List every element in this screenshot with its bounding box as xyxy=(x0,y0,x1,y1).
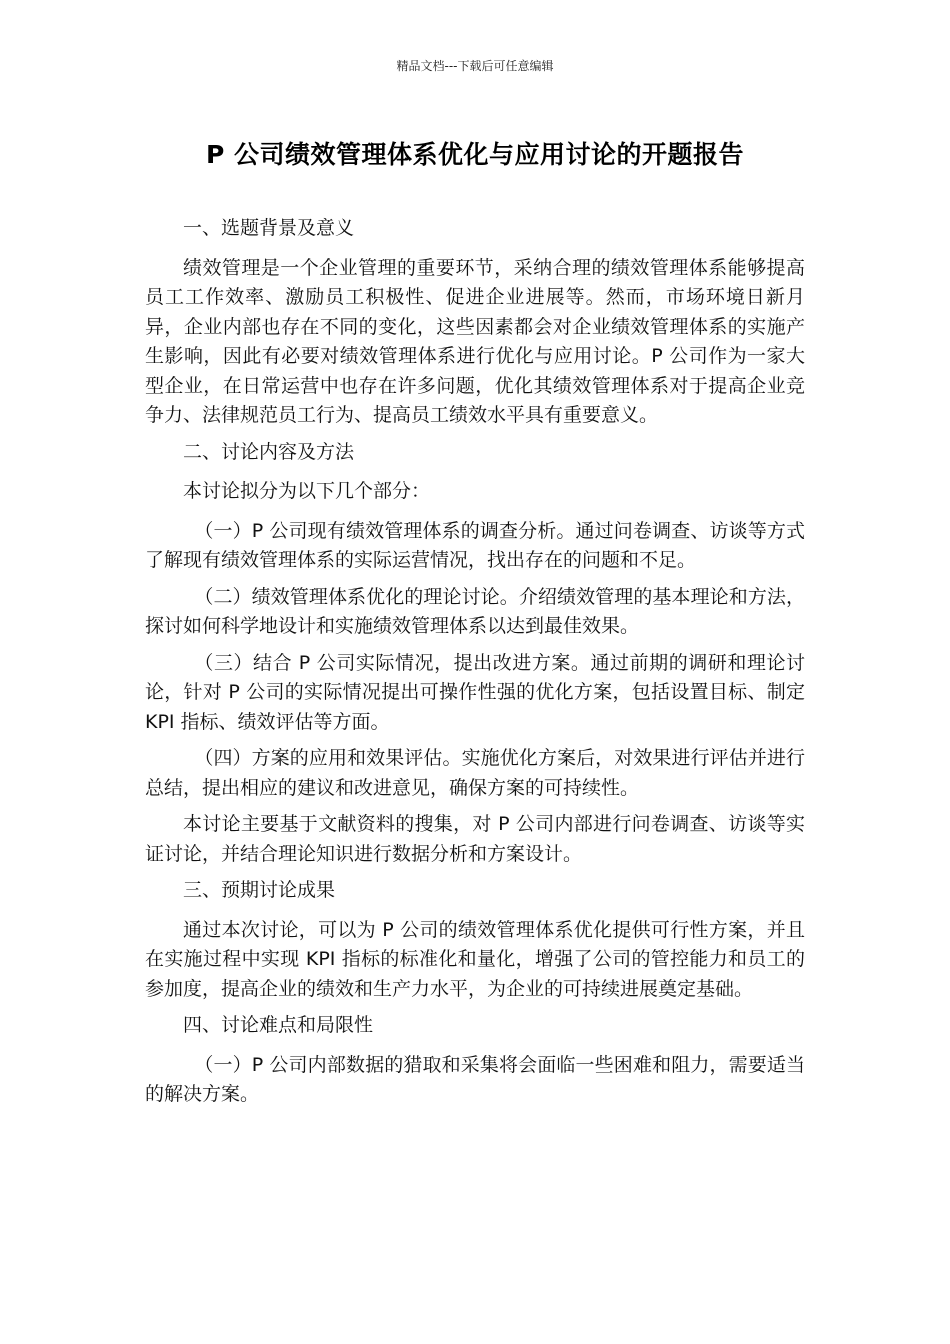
paragraph-expected-results: 通过本次讨论，可以为 P 公司的绩效管理体系优化提供可行性方案，并且在实施过程中实现 KPI 指标的标准化和量化，增强了公司的管控能力和员工的参加度，提高企业的绩效和生产力水平，为企业的可持续进展奠定基础。 xyxy=(145,918,805,1000)
list-item-improvement-plan: （三）结合 P 公司实际情况，提出改进方案。通过前期的调研和理论讨论，针对 P 公司的实际情况提出可操作性强的优化方案，包括设置目标、制定 KPI 指标、绩效评估等方面。 xyxy=(145,651,805,733)
paragraph-background: 绩效管理是一个企业管理的重要环节，采纳合理的绩效管理体系能够提高员工工作效率、激励员工积极性、促进企业进展等。然而，市场环境日新月异，企业内部也存在不同的变化，这些因素都会对企业绩效管理体系的实施产生影响，因此有必要对绩效管理体系进行优化与应用讨论。P 公司作为一家大型企业，在日常运营中也存在许多问题，优化其绩效管理体系对于提高企业竞争力、法律规范员工行为、提高员工绩效水平具有重要意义。 xyxy=(145,256,805,426)
section-heading-background: 一、选题背景及意义 xyxy=(183,217,355,239)
section-heading-difficulties: 四、讨论难点和局限性 xyxy=(183,1014,374,1036)
paragraph-method: 本讨论主要基于文献资料的搜集，对 P 公司内部进行问卷调查、访谈等实证讨论，并结合理论知识进行数据分析和方案设计。 xyxy=(145,813,805,865)
list-item-survey-analysis: （一）P 公司现有绩效管理体系的调查分析。通过问卷调查、访谈等方式了解现有绩效管理体系的实际运营情况，找出存在的问题和不足。 xyxy=(145,519,805,571)
document-body xyxy=(145,214,805,1117)
document-title: P 公司绩效管理体系优化与应用讨论的开题报告 xyxy=(205,140,745,169)
page-header-note: 精品文档---下载后可任意编辑 xyxy=(396,59,554,73)
paragraph-content-intro: 本讨论拟分为以下几个部分： xyxy=(183,480,431,502)
list-item-application-evaluation: （四）方案的应用和效果评估。实施优化方案后，对效果进行评估并进行总结，提出相应的建议和改进意见，确保方案的可持续性。 xyxy=(145,747,805,799)
section-heading-expected-results: 三、预期讨论成果 xyxy=(183,879,336,901)
section-heading-content-method: 二、讨论内容及方法 xyxy=(183,440,355,463)
list-item-theory-discussion: （二）绩效管理体系优化的理论讨论。介绍绩效管理的基本理论和方法，探讨如何科学地设计和实施绩效管理体系以达到最佳效果。 xyxy=(145,585,805,637)
list-item-data-difficulty: （一）P 公司内部数据的猎取和采集将会面临一些困难和阻力，需要适当的解决方案。 xyxy=(145,1053,805,1105)
